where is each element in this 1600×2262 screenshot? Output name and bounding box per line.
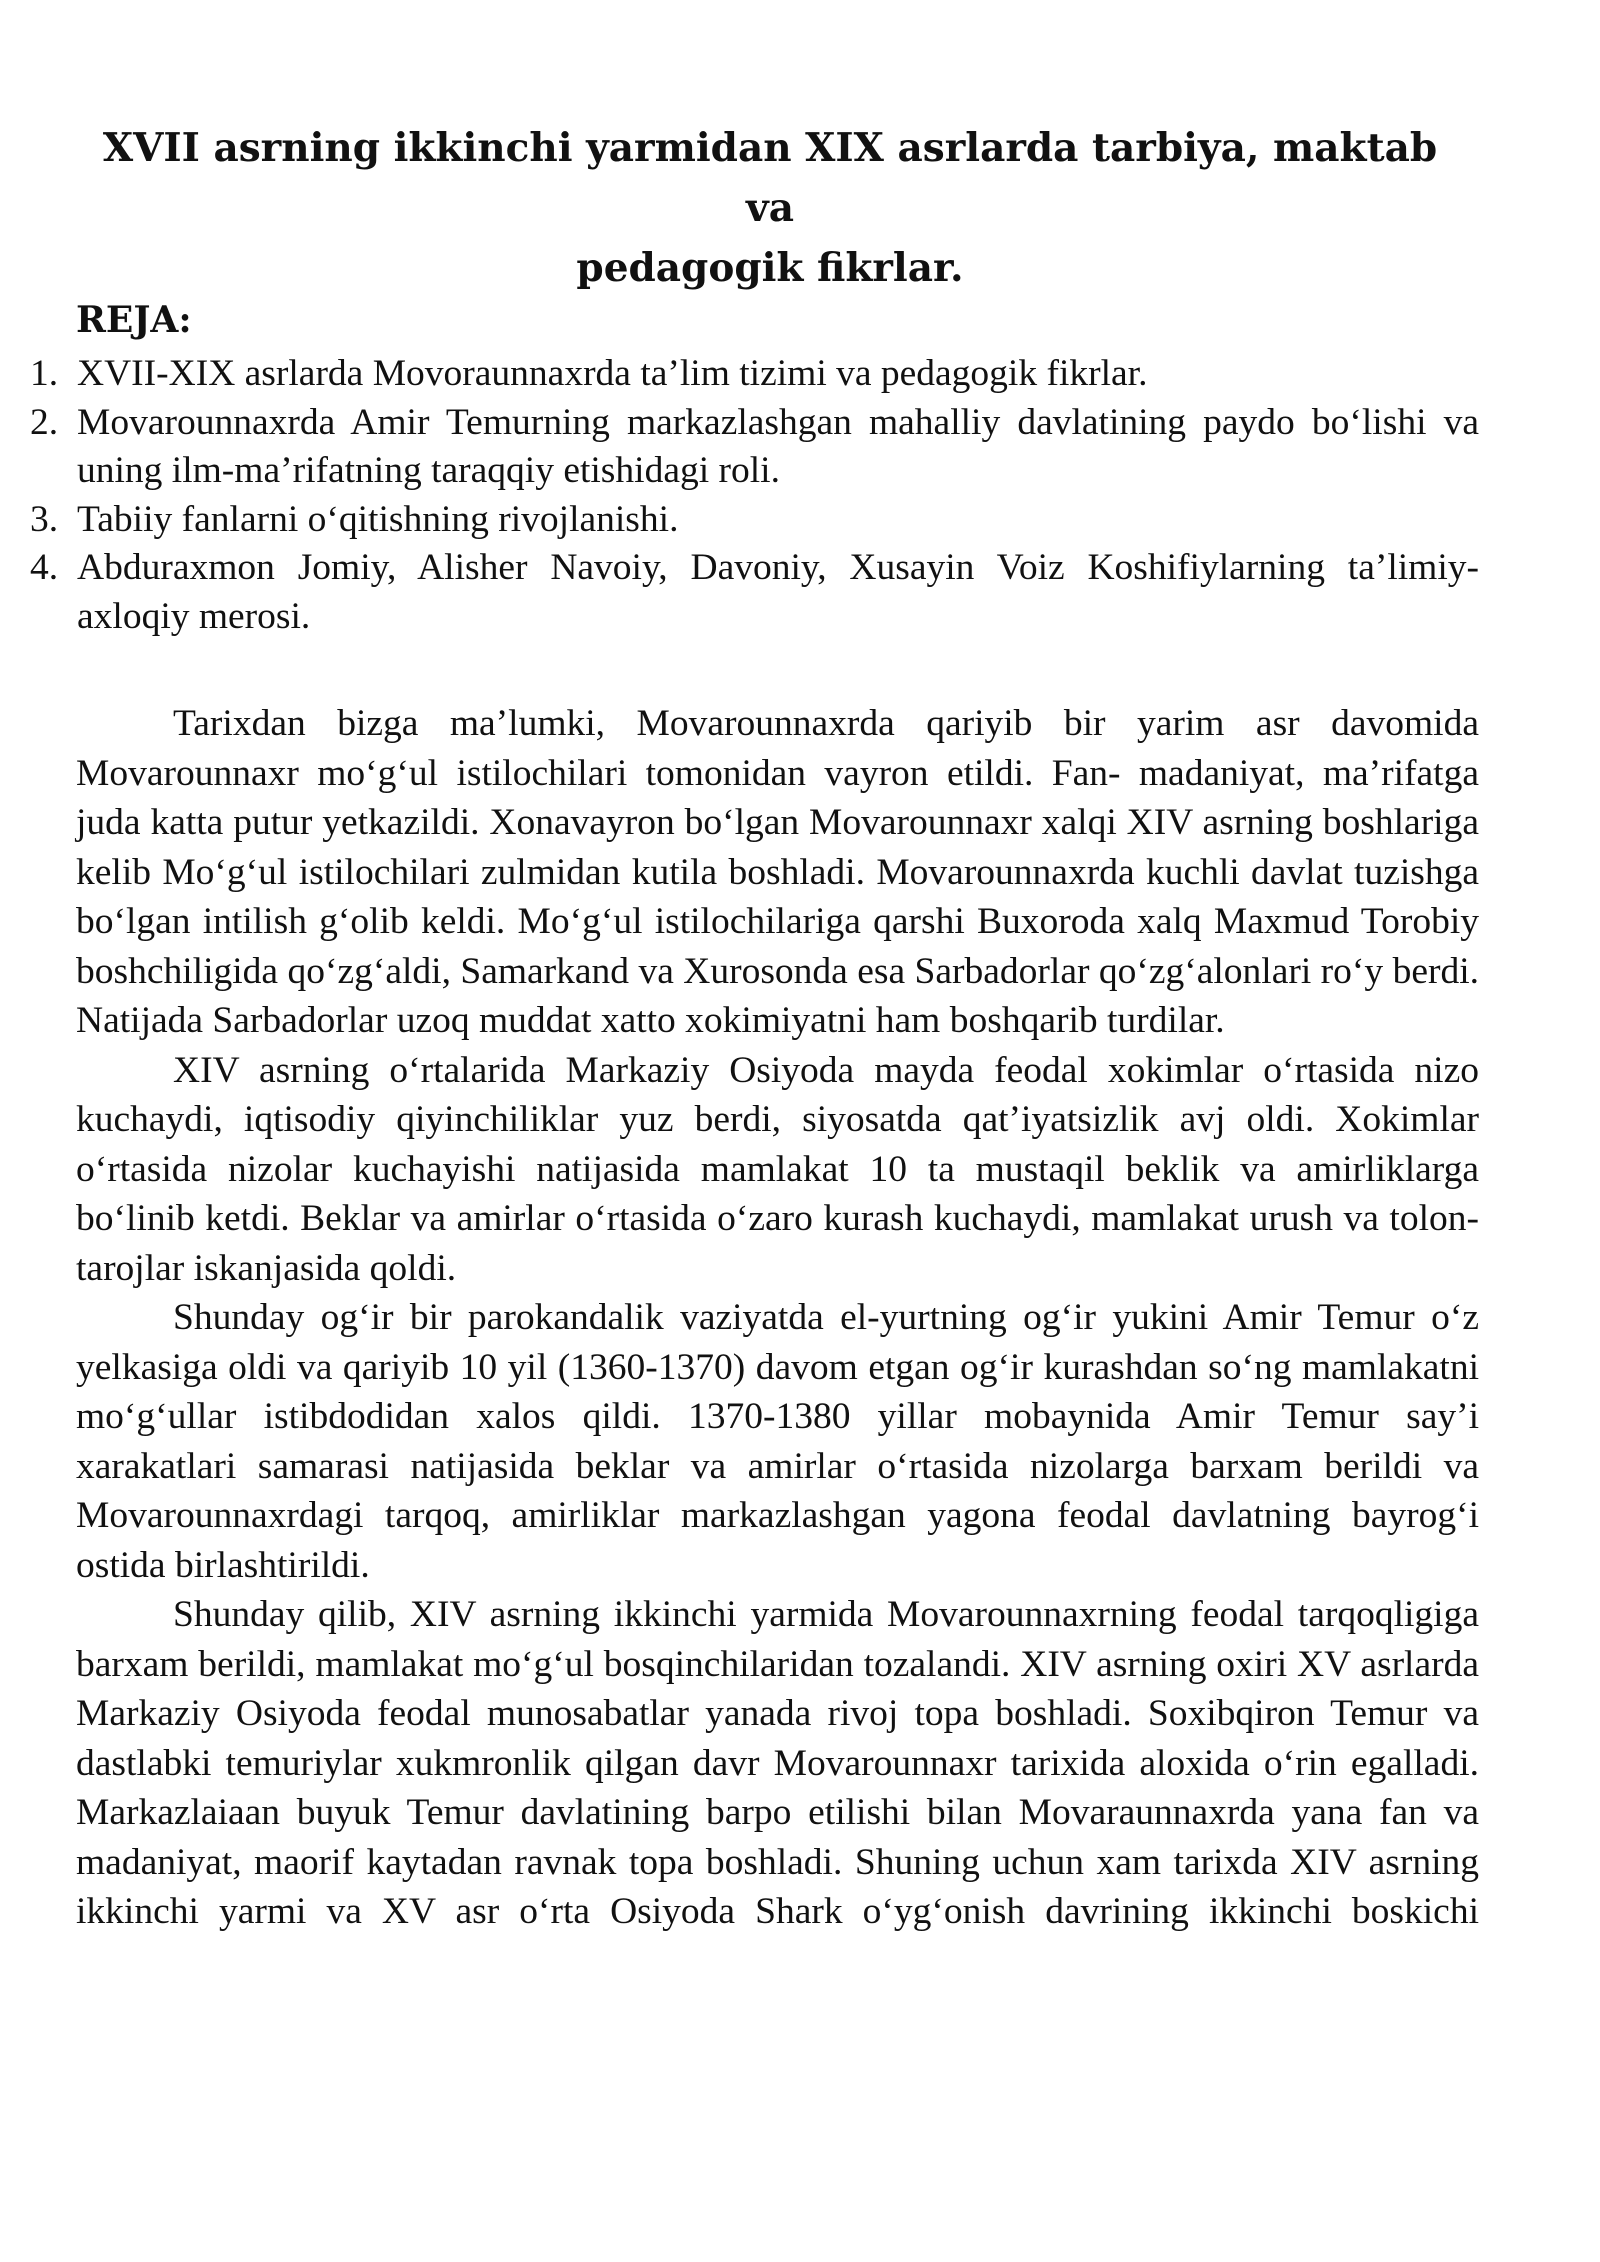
plan-heading: REJA:: [76, 299, 192, 341]
body-paragraph: XIV asrning o‘rtalarida Markaziy Osiyoda mayda feodal xokimlar o‘rtasida nizo kuchaydi, iqtisodiy qiyinchiliklar yuz berdi, siyosatda qat’iyatsizlik avj oldi. Xokimlar o‘rtasida nizolar kuchayishi natijasida mamlakat 10 ta mustaqil beklik va amirliklarga bo‘linib ketdi. Beklar va amirlar o‘rtasida o‘zaro kurash kuchaydi, mamlakat urush va tolon-tarojlar iskanjasida qoldi.: [76, 1049, 1479, 1289]
plan-item: [30, 496, 1479, 545]
plan-item: [30, 544, 1479, 641]
plan-item: [30, 399, 1479, 496]
body-paragraph: Shunday qilib, XIV asrning ikkinchi yarmida Movarounnaxrning feodal tarqoqligiga barxam berildi, mamlakat mo‘g‘ul bosqinchilaridan tozalandi. XIV asrning oxiri XV asrlarda Markaziy Osiyoda feodal munosabatlar yanada rivoj topa boshladi. Soxibqiron Temur va dastlabki temuriylar xukmronlik qilgan davr Movarounnaxr tarixida aloxida o‘rin egalladi. Markazlaiaan buyuk Temur davlatining barpo etilishi bilan Movaraunnaxrda yana fan va madaniyat, maorif kaytadan ravnak topa boshladi. Shuning uchun xam tarixda XIV asrning ikkinchi yarmi va XV asr o‘rta Osiyoda Shark o‘yg‘onish davrining ikkinchi boskichi: [76, 1594, 1479, 1932]
plan-list: [30, 350, 1479, 641]
title-line-2: va: [746, 185, 794, 231]
plan-item-number: 2.: [30, 401, 59, 443]
plan-item-text: XVII-XIX asrlarda Movoraunnaxrda ta’lim tizimi va pedagogik fikrlar.: [77, 353, 1148, 394]
plan-item-text: Abduraxmon Jomiy, Alisher Navoiy, Davoniy, Xusayin Voiz Koshifiylarning ta’limiy-axloqiy merosi.: [77, 547, 1479, 637]
body-paragraph: Shunday og‘ir bir parokandalik vaziyatda el-yurtning og‘ir yukini Amir Temur o‘z yelkasiga oldi va qariyib 10 yil (1360-1370) davom etgan og‘ir kurashdan so‘ng mamlakatni mo‘g‘ullar istibdodidan xalos qildi. 1370-1380 yillar mobaynida Amir Temur say’i xarakatlari samarasi natijasida beklar va amirlar o‘rtasida nizolarga barxam berildi va Movarounnaxrdagi tarqoq, amirliklar markazlashgan yagona feodal davlatning bayrog‘i ostida birlashtirildi.: [76, 1297, 1479, 1586]
plan-item-text: Tabiiy fanlarni o‘qitishning rivojlanishi.: [77, 498, 679, 540]
title-line-3: pedagogik fikrlar.: [576, 245, 964, 291]
plan-item-number: 4.: [30, 547, 59, 588]
document-title: [60, 118, 1480, 298]
plan-item-text: Movarounnaxrda Amir Temurning markazlashgan mahalliy davlatining paydo bo‘lishi va uning ilm-ma’rifatning taraqqiy etishidagi roli.: [77, 401, 1479, 491]
plan-item: [30, 350, 1479, 399]
plan-item-number: 3.: [30, 498, 59, 540]
title-line-1: XVII asrning ikkinchi yarmidan XIX asrlarda tarbiya, maktab: [102, 125, 1438, 171]
plan-item-number: 1.: [30, 353, 59, 394]
body-paragraph: Tarixdan bizga ma’lumki, Movarounnaxrda qariyib bir yarim asr davomida Movarounnaxr mo‘g‘ul istilochilari tomonidan vayron etildi. Fan- madaniyat, ma’rifatga juda katta putur yetkazildi. Xonavayron bo‘lgan Movarounnaxr xalqi XIV asrning boshlariga kelib Mo‘g‘ul istilochilari zulmidan kutila boshladi. Movarounnaxrda kuchli davlat tuzishga bo‘lgan intilish g‘olib keldi. Mo‘g‘ul istilochilariga qarshi Buxoroda xalq Maxmud Torobiy boshchiligida qo‘zg‘aldi, Samarkand va Xurosonda esa Sarbadorlar qo‘zg‘alonlari ro‘y berdi. Natijada Sarbadorlar uzoq muddat xatto xokimiyatni ham boshqarib turdilar.: [76, 703, 1479, 1041]
body-text: [76, 699, 1479, 1937]
